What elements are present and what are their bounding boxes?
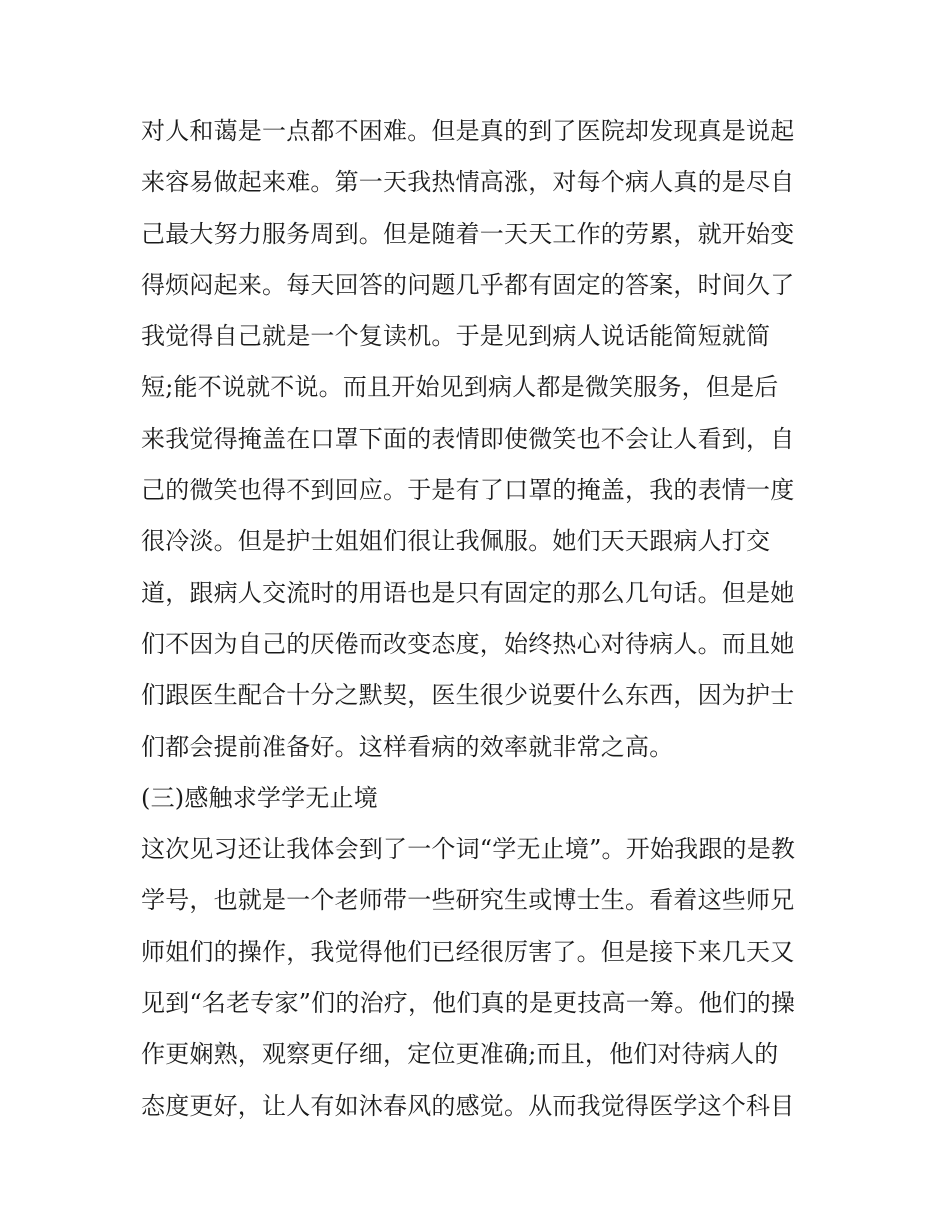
- text-line: 道，跟病人交流时的用语也是只有固定的那么几句话。但是她: [141, 578, 795, 607]
- text-line: 己最大努力服务周到。但是随着一天天工作的劳累，就开始变: [141, 219, 795, 248]
- text-line: 见到“名老专家”们的治疗，他们真的是更技高一筹。他们的操: [141, 989, 796, 1018]
- text-line: 很冷淡。但是护士姐姐们很让我佩服。她们天天跟病人打交: [141, 527, 771, 556]
- body-text: [141, 106, 831, 1132]
- text-line: 作更娴熟，观察更仔细，定位更准确;而且，他们对待病人的: [141, 1040, 779, 1069]
- text-line: 来容易做起来难。第一天我热情高涨，对每个病人真的是尽自: [141, 168, 795, 197]
- text-line: 短;能不说就不说。而且开始见到病人都是微笑服务，但是后: [141, 373, 779, 402]
- text-line: 己的微笑也得不到回应。于是有了口罩的掩盖，我的表情一度: [141, 476, 795, 505]
- text-line: 学号，也就是一个老师带一些研究生或博士生。看着这些师兄: [141, 886, 795, 915]
- section-heading: (三)感触求学学无止境: [141, 783, 378, 812]
- text-line: 这次见习还让我体会到了一个词“学无止境”。开始我跟的是教: [141, 835, 796, 864]
- text-line: 来我觉得掩盖在口罩下面的表情即使微笑也不会让人看到，自: [141, 424, 795, 453]
- text-line: 我觉得自己就是一个复读机。于是见到病人说话能简短就简: [141, 322, 771, 351]
- text-line: 们跟医生配合十分之默契，医生很少说要什么东西，因为护士: [141, 681, 795, 710]
- text-line: 对人和蔼是一点都不困难。但是真的到了医院却发现真是说起: [141, 117, 795, 145]
- text-line: 们不因为自己的厌倦而改变态度，始终热心对待病人。而且她: [141, 629, 795, 658]
- text-line: 得烦闷起来。每天回答的问题几乎都有固定的答案，时间久了: [141, 270, 795, 299]
- text-line: 师姐们的操作，我觉得他们已经很厉害了。但是接下来几天又: [141, 937, 795, 966]
- text-line: 们都会提前准备好。这样看病的效率就非常之高。: [141, 732, 674, 761]
- text-line: 态度更好，让人有如沐春风的感觉。从而我觉得医学这个科目: [141, 1091, 795, 1120]
